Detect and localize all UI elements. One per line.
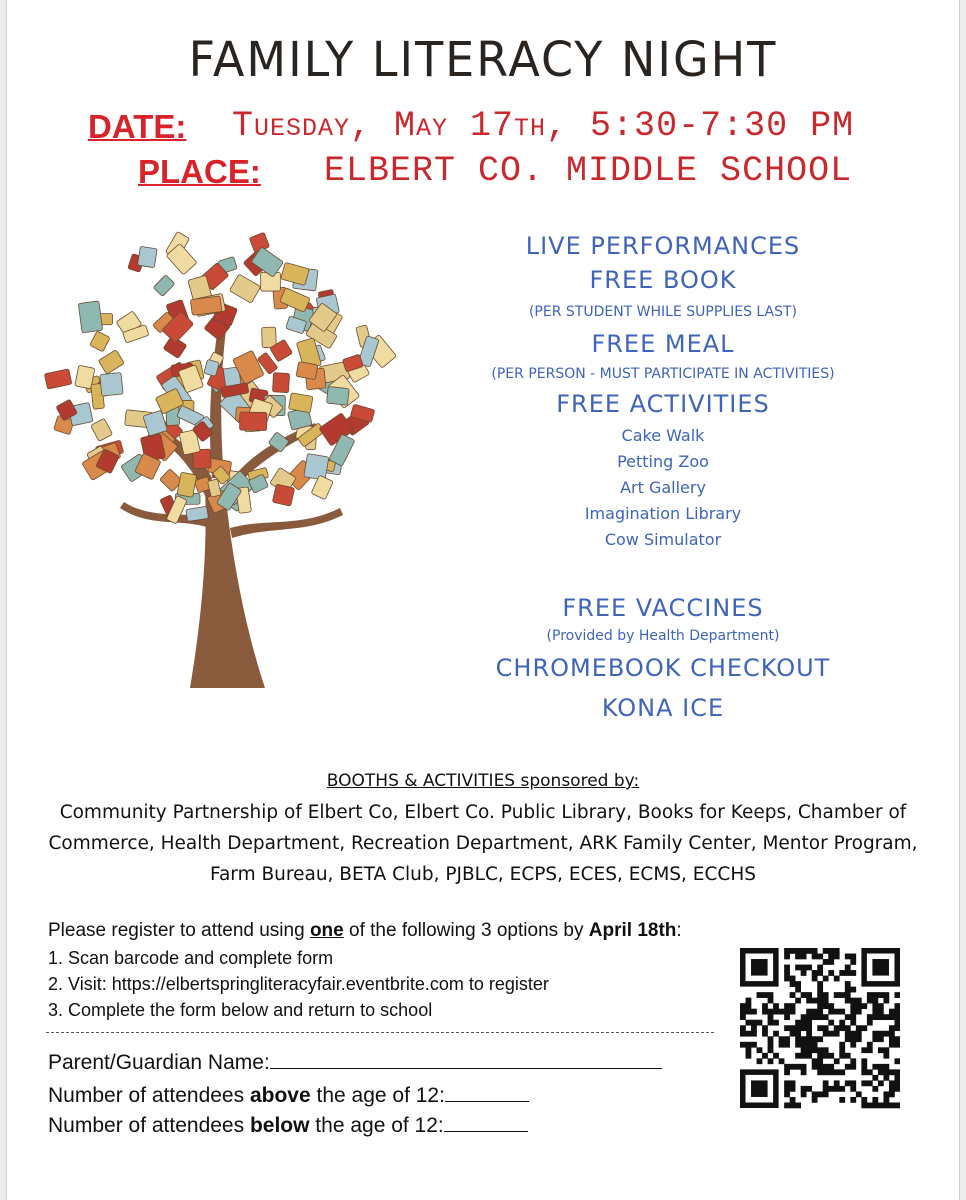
highlight-free-book: FREE BOOK [589, 266, 737, 294]
registration-qr-code[interactable] [740, 948, 900, 1110]
activity-item: Petting Zoo [617, 452, 709, 471]
register-intro-one: one [309, 920, 344, 941]
date-value: Tuesday, May 17th, 5:30-7:30 PM [232, 106, 855, 146]
register-option: 3. Complete the form below and return to school [48, 1000, 433, 1020]
register-intro-text: : [676, 920, 682, 941]
attendees-below-blank[interactable] [444, 1113, 528, 1132]
activity-item: Cow Simulator [604, 530, 722, 549]
book-tree-illustration [40, 228, 430, 690]
highlights-list [433, 232, 893, 556]
highlight-live-performances: LIVE PERFORMANCES [525, 232, 801, 260]
book-leaves [44, 231, 396, 523]
activity-item: Art Gallery [620, 478, 706, 497]
activity-item: Cake Walk [621, 426, 705, 445]
sponsors-line: Farm Bureau, BETA Club, PJBLC, ECPS, ECES, ECMS, ECCHS [210, 864, 756, 885]
attendees-below-word: below [249, 1114, 310, 1137]
attendees-above-field[interactable] [48, 1083, 529, 1108]
event-title: FAMILY LITERACY NIGHT [188, 30, 778, 88]
register-intro-text: Please register to attend using [48, 920, 310, 941]
attendees-below-field[interactable] [48, 1113, 528, 1138]
highlight-free-vaccines: FREE VACCINES [562, 594, 764, 622]
parent-name-blank[interactable] [270, 1050, 662, 1069]
sponsors-heading: BOOTHS & ACTIVITIES sponsored by: [326, 771, 640, 791]
free-meal-note: (PER PERSON - MUST PARTICIPATE IN ACTIVITIES) [491, 366, 835, 382]
attendees-label: the age of 12: [309, 1114, 444, 1137]
highlight-chromebook-checkout: CHROMEBOOK CHECKOUT [495, 654, 831, 682]
register-deadline: April 18th [588, 920, 677, 941]
parent-name-label: Parent/Guardian Name: [48, 1051, 270, 1074]
place-value: ELBERT CO. MIDDLE SCHOOL [324, 151, 853, 191]
sponsors-section [40, 766, 926, 890]
sponsors-line: Community Partnership of Elbert Co, Elbert Co. Public Library, Books for Keeps, Chamber of [59, 802, 907, 823]
attendees-above-word: above [249, 1084, 311, 1107]
register-option: 2. Visit: https://elbertspringliteracyfair.eventbrite.com to register [48, 974, 549, 994]
cut-line [46, 1032, 714, 1033]
register-intro [48, 920, 682, 942]
vaccines-note: (Provided by Health Department) [546, 628, 780, 644]
extras-list [433, 594, 893, 728]
activity-item: Imagination Library [584, 504, 742, 523]
register-intro-text: of the following 3 options by [343, 920, 589, 941]
parent-name-field[interactable] [48, 1050, 662, 1075]
sponsors-line: Commerce, Health Department, Recreation Department, ARK Family Center, Mentor Program, [48, 833, 918, 854]
highlight-free-meal: FREE MEAL [591, 330, 735, 358]
highlight-kona-ice: KONA ICE [601, 694, 725, 722]
attendees-label: the age of 12: [310, 1084, 445, 1107]
date-label: DATE: [88, 108, 187, 145]
attendees-above-blank[interactable] [445, 1083, 529, 1102]
highlight-free-activities: FREE ACTIVITIES [556, 390, 770, 418]
attendees-label: Number of attendees [48, 1084, 250, 1107]
attendees-label: Number of attendees [48, 1114, 250, 1137]
place-label: PLACE: [138, 153, 261, 190]
register-option: 1. Scan barcode and complete form [48, 948, 334, 968]
free-book-note: (PER STUDENT WHILE SUPPLIES LAST) [528, 304, 798, 320]
